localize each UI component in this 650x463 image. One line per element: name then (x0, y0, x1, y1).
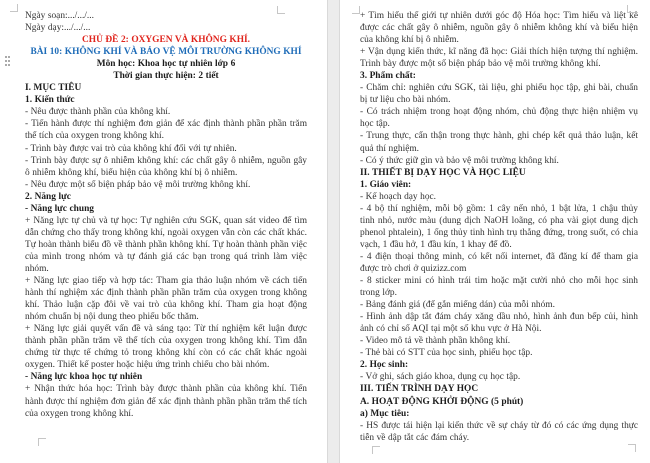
paragraph-meta: Ngày dạy:.../.../... (25, 23, 91, 34)
paragraph-body: - Trình bày được sự ô nhiễm không khí: các chất gây ô nhiễm, nguồn gây ô nhiễm không khí, biểu hiện của không khí bị ô nhiễm. (25, 155, 307, 178)
margin-mark-right-bottom-right (628, 444, 636, 452)
paragraph-body: + Vận dụng kiến thức, kĩ năng đã học: Giải thích hiện tượng thí nghiệm. Trình bày được một số biện pháp bảo vệ môi trường không khí. (360, 47, 638, 70)
paragraph-heading: 2. Năng lực (25, 191, 71, 202)
paragraph-heading: - Năng lực khoa học tự nhiên (25, 372, 143, 383)
margin-mark-right-bottom-left (372, 446, 380, 454)
margin-mark-left-top-right (277, 6, 285, 14)
paragraph-heading: - Năng lực chung (25, 203, 94, 214)
paragraph-heading: I. MỤC TIÊU (25, 83, 82, 94)
paragraph-body: - Trung thực, cẩn thận trong thực hành, ghi chép kết quả thảo luận, kết quả thí nghiệm. (360, 131, 638, 154)
paragraph-body: + Nhận thức hóa học: Trình bày được thành phần của không khí. Tiến hành được thí nghiệm đơn giản để xác định thành phần phần trăm thể tích của oxygen trong không khí. (25, 384, 307, 419)
paragraph-body: - Vở ghi, sách giáo khoa, dụng cụ học tập. (360, 372, 521, 383)
paragraph-heading: II. THIẾT BỊ DẠY HỌC VÀ HỌC LIỆU (360, 167, 526, 178)
paragraph-body: - 4 bộ thí nghiệm, mỗi bộ gồm: 1 cây nến nhỏ, 1 bật lửa, 1 chậu thủy tinh nhỏ, nước màu (dung dịch NaOH loãng, có pha vài giọt dung dịch phenol phtalein), 1 ống thủy tinh hình trụ thẳng đứng, trong suốt, có chia vạch, 1 đầu hở, 1 đầu kín, 1 khay để đồ. (360, 203, 638, 250)
paragraph-body: - Nêu được một số biện pháp bảo vệ môi trường không khí. (25, 179, 251, 190)
margin-mark-left-bottom-left (38, 438, 46, 446)
page-left-text-area[interactable] (25, 10, 307, 420)
paragraph-heading: III. TIẾN TRÌNH DẠY HỌC (360, 384, 479, 395)
paragraph-body: - Chăm chỉ: nghiên cứu SGK, tài liệu, ghi phiếu học tập, ghi bài, chuẩn bị tư liệu cho bài nhóm. (360, 83, 638, 106)
paragraph-body: - 8 sticker mini có hình trái tim hoặc mặt cười nhỏ cho mỗi học sinh trong lớp. (360, 276, 638, 299)
page-gap (327, 0, 340, 463)
paragraph-heading: 3. Phẩm chất: (360, 71, 416, 82)
paragraph-heading: A. HOẠT ĐỘNG KHỞI ĐỘNG (5 phút) (360, 396, 524, 407)
margin-mark-left-top-left (10, 4, 18, 12)
paragraph-body: + Năng lực giao tiếp và hợp tác: Tham gia thảo luận nhóm về cách tiến hành thí nghiệm xác định thành phần phần trăm của oxygen trong không khí. Thảo luận cặp đôi về vai trò của không khí. Tham gia hoạt động nhóm chuẩn bị nội dung theo phiếu bốc thăm. (25, 276, 307, 323)
paragraph-body: - Nêu được thành phần của không khí. (25, 107, 171, 118)
paragraph-meta: Ngày soạn:.../.../... (25, 11, 94, 21)
margin-mark-right-top-right (627, 5, 635, 13)
page-right-text-area[interactable] (360, 10, 638, 444)
paragraph-body: - Hình ảnh dập tắt đám cháy xăng dầu nhỏ, hình ảnh đun bếp củi, hình ảnh có chỉ số AQI tại một số khu vực ở Hà Nội. (360, 312, 638, 335)
paragraph-body: - Có trách nhiệm trong hoạt động nhóm, chủ động thực hiện nhiệm vụ học tập. (360, 107, 638, 130)
paragraph-body: - Có ý thức giữ gìn và bảo vệ môi trường không khí. (360, 155, 559, 166)
paragraph-body: - Video mô tả về thành phần không khí. (360, 336, 511, 347)
paragraph-body: - HS được tái hiện lại kiến thức về sự cháy từ đó có các ứng dụng thực tiễn về dập tắt các đám cháy. (360, 420, 638, 443)
paragraph-body: + Năng lực tự chủ và tự học: Tự nghiên cứu SGK, quan sát video để tìm dẫn chứng cho thấy trong không khí, ngoài oxygen vẫn còn các chất khác. Tự hoàn thành biểu đồ về thành phần không khí. Tự hoàn thành phần việc của mình trong nhóm và tự đánh giá các bạn trong quá trình làm việc nhóm. (25, 215, 307, 274)
paragraph-body: - Tiến hành được thí nghiệm đơn giản để xác định thành phần phần trăm thể tích của oxygen trong không khí. (25, 119, 307, 142)
drag-handle-icon[interactable] (5, 56, 14, 68)
paragraph-body: - 4 điện thoại thông minh, có kết nối internet, đã đăng kí để tham gia được trò chơi ở quizizz.com (360, 251, 638, 274)
paragraph-body: - Trình bày được vai trò của không khí đối với tự nhiên. (25, 143, 237, 154)
paragraph-title-red: CHỦ ĐỀ 2: OXYGEN VÀ KHÔNG KHÍ. (82, 35, 250, 46)
paragraph-body: + Năng lực giải quyết vấn đề và sáng tạo: Từ thí nghiệm kết luận được thành phần phần trăm về thể tích của oxygen trong không khí. Tìm dẫn chứng từ thực tế chứng tỏ trong không khí còn có các chất khác ngoài oxygen. Thiết kế poster hoặc hiệu ứng trình chiếu cho bài nhóm. (25, 324, 307, 371)
paragraph-body: - Bảng đánh giá (để gắn miếng dán) của mỗi nhóm. (360, 300, 555, 311)
paragraph-subtitle: Môn học: Khoa học tự nhiên lớp 6 (96, 59, 236, 70)
paragraph-heading: 1. Giáo viên: (360, 179, 412, 190)
margin-mark-right-top-left (352, 6, 360, 14)
paragraph-heading: 1. Kiến thức (25, 95, 75, 106)
paragraph-title-blue: BÀI 10: KHÔNG KHÍ VÀ BẢO VỆ MÔI TRƯỜNG KHÔNG KHÍ (30, 47, 302, 58)
paragraph-body: + Tìm hiểu thế giới tự nhiên dưới góc độ Hóa học: Tìm hiểu và liệt kê được các chất gây ô nhiễm, nguồn gây ô nhiễm không khí và biểu hiện của không khí bị ô nhiễm. (360, 11, 638, 46)
paragraph-heading: a) Mục tiêu: (360, 408, 410, 419)
paragraph-subtitle: Thời gian thực hiện: 2 tiết (113, 71, 219, 82)
paragraph-heading: 2. Học sinh: (360, 360, 409, 371)
paragraph-body: - Thẻ bài có STT của học sinh, phiếu học tập. (360, 348, 533, 359)
document-page-right (340, 0, 650, 463)
paragraph-body: - Kế hoạch dạy học. (360, 191, 437, 202)
